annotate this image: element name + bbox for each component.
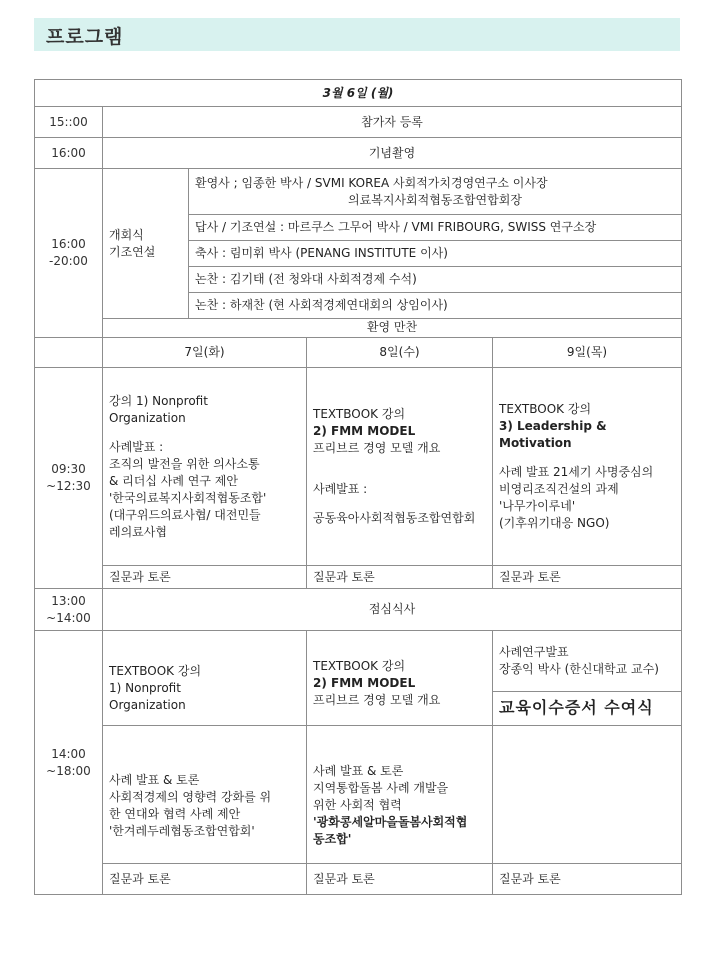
afternoon-session-wed-top (307, 631, 493, 726)
line: 사례연구발표 (499, 645, 569, 659)
photo-row (35, 138, 682, 169)
line: 3) Leadership & (499, 419, 607, 433)
line: 지역통합돌봄 사례 개발을 (313, 781, 449, 795)
dinner-cell: 환영 만찬 (103, 319, 682, 338)
time-end: ~18:00 (46, 763, 91, 778)
afternoon-time-cell (35, 631, 103, 895)
day1-header-row (35, 80, 682, 107)
afternoon-session-wed-bottom (307, 726, 493, 864)
line: (대구위드의료사협/ 대전민들 (109, 507, 261, 522)
time-start: 16:00 (51, 237, 86, 251)
line: 레의료사협 (109, 524, 167, 539)
line: 사례 발표 21세기 사명중심의 (499, 465, 654, 479)
line: 한 연대와 협력 사례 제안 (109, 806, 241, 821)
line: 사례발표 : (109, 439, 164, 454)
line: 사회적경제의 영향력 강화를 위 (109, 789, 272, 804)
time-start: 14:00 (51, 746, 86, 761)
welcome-speech-cell (189, 169, 682, 215)
line: 프리브르 경영 모델 개요 (313, 441, 441, 455)
opening-label-2: 기조연설 (109, 244, 156, 259)
discussion-cell: 질문과 토론 (493, 864, 682, 895)
line: '한겨레두레협동조합연합회' (109, 823, 255, 838)
discussion-cell: 질문과 토론 (307, 566, 493, 589)
line: Organization (109, 697, 186, 712)
time-start: 13:00 (51, 593, 86, 608)
congrats-cell: 축사 : 림미휘 박사 (PENANG INSTITUTE 이사) (189, 241, 682, 267)
case-study-cell (493, 631, 682, 692)
line: TEXTBOOK 강의 (499, 402, 592, 416)
page-title: 프로그램 (46, 26, 124, 48)
opening-row-1 (35, 169, 682, 215)
registration-row (35, 107, 682, 138)
line: 1) Nonprofit (109, 680, 181, 695)
program-schedule-table (34, 79, 682, 895)
time-cell: 15::00 (35, 107, 103, 138)
day-tue: 7일(화) (103, 338, 307, 368)
empty-cell (493, 726, 682, 864)
line: & 리더십 사례 연구 제안 (109, 473, 238, 488)
line: '광화콩세알마을돌봄사회적협 (313, 815, 468, 829)
ceremony-text: 교육이수증서 수여식 (499, 698, 654, 717)
afternoon-row-3 (35, 726, 682, 864)
line: 사례발표 : (313, 482, 368, 496)
line: 조직의 발전을 위한 의사소통 (109, 456, 260, 471)
line: TEXTBOOK 강의 (313, 658, 406, 673)
time-start: 09:30 (51, 462, 86, 476)
time-cell: 16:00 (35, 138, 103, 169)
time-end: ~14:00 (46, 610, 91, 625)
morning-row (35, 368, 682, 566)
day-thu: 9일(목) (493, 338, 682, 368)
afternoon-session-tue-top (103, 631, 307, 726)
line: (기후위기대응 NGO) (499, 516, 610, 530)
discussion-cell: 질문과 토론 (493, 566, 682, 589)
time-end: ~12:30 (46, 479, 91, 493)
line: TEXTBOOK 강의 (313, 407, 406, 421)
line: '한국의료복지사회적협동조합' (109, 490, 267, 505)
title-bar (34, 18, 680, 51)
line: 2) FMM MODEL (313, 675, 416, 690)
line: 비영리조직건설의 과제 (499, 482, 619, 496)
morning-discussion-row (35, 566, 682, 589)
time-end: -20:00 (49, 254, 88, 268)
line: Organization (109, 410, 186, 425)
welcome-speech-line2: 의료복지사회적협동조합연합회장 (348, 192, 522, 207)
commentary-1-cell: 논찬 : 김기태 (전 청와대 사회적경제 수석) (189, 267, 682, 293)
ceremony-cell (493, 692, 682, 726)
commentary-2-cell: 논찬 : 하재찬 (현 사회적경제연대회의 상임이사) (189, 293, 682, 319)
line: 사례 발표 & 토론 (313, 764, 404, 778)
line: 프리브르 경영 모델 개요 (313, 692, 441, 707)
line: Motivation (499, 436, 572, 450)
afternoon-session-tue-bottom (103, 726, 307, 864)
discussion-cell: 질문과 토론 (307, 864, 493, 895)
lunch-time-cell (35, 589, 103, 631)
photo-cell: 기념촬영 (103, 138, 682, 169)
day1-date: 3월 6일 (월) (35, 80, 682, 107)
discussion-cell: 질문과 토론 (103, 566, 307, 589)
line: TEXTBOOK 강의 (109, 663, 202, 678)
line: 공동육아사회적협동조합연합회 (313, 511, 476, 525)
morning-time-cell (35, 368, 103, 589)
welcome-speech-line1: 환영사 ; 임종한 박사 / SVMI KOREA 사회적가치경영연구소 이사장 (195, 175, 548, 190)
opening-label-1: 개회식 (109, 227, 144, 242)
opening-time-cell (35, 169, 103, 338)
morning-session-wed (307, 368, 493, 566)
line: 장종익 박사 (한신대학교 교수) (499, 662, 659, 676)
afternoon-discussion-row (35, 864, 682, 895)
day-wed: 8일(수) (307, 338, 493, 368)
line: 2) FMM MODEL (313, 424, 416, 438)
registration-cell: 참가자 등록 (103, 107, 682, 138)
line: 동조합' (313, 832, 352, 846)
lunch-cell: 점심식사 (103, 589, 682, 631)
days-header-row (35, 338, 682, 368)
dinner-row (35, 319, 682, 338)
line: '나무가이루네' (499, 499, 576, 513)
morning-session-thu (493, 368, 682, 566)
morning-session-tue (103, 368, 307, 566)
afternoon-row-1 (35, 631, 682, 692)
keynote-cell: 답사 / 기조연설 : 마르쿠스 그무어 박사 / VMI FRIBOURG, SWISS 연구소장 (189, 215, 682, 241)
empty-cell (35, 338, 103, 368)
line: 강의 1) Nonprofit (109, 393, 208, 408)
line: 사례 발표 & 토론 (109, 772, 200, 787)
lunch-row (35, 589, 682, 631)
discussion-cell: 질문과 토론 (103, 864, 307, 895)
opening-label-cell (103, 169, 189, 319)
line: 위한 사회적 협력 (313, 798, 402, 812)
